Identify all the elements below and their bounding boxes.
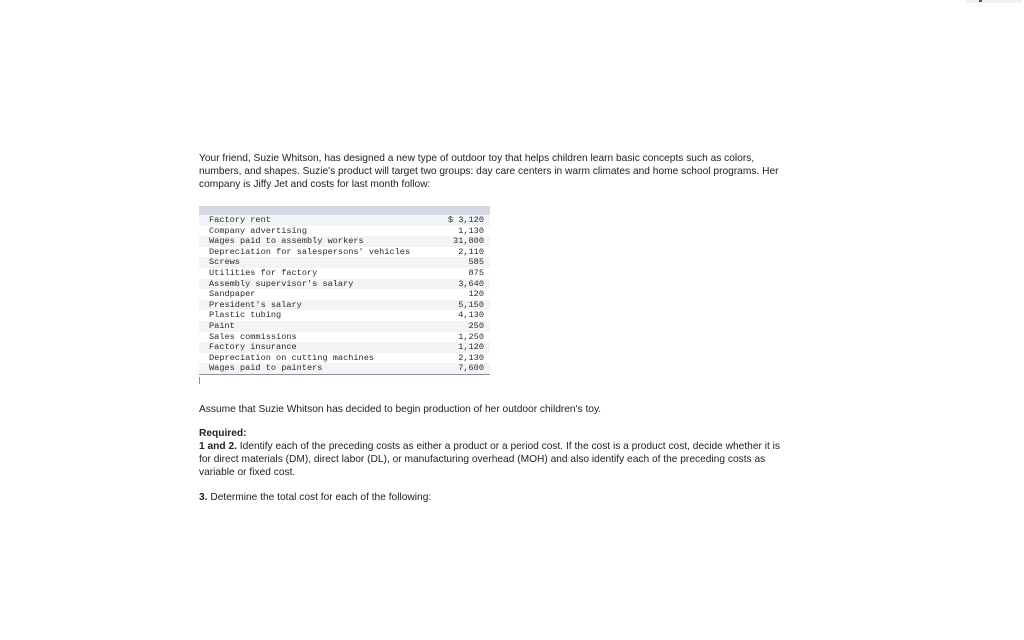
- cost-table-header-bar: [199, 206, 490, 215]
- cost-table-body: [199, 215, 490, 374]
- table-row: [199, 257, 490, 268]
- cost-table: [199, 206, 490, 381]
- scroll-thumb: [979, 0, 982, 2]
- cost-amount: 7,600: [442, 363, 490, 374]
- cost-item-label: Paint: [199, 321, 442, 332]
- cost-item-label: Company advertising: [199, 226, 442, 237]
- table-row: [199, 226, 490, 237]
- table-row: [199, 342, 490, 353]
- cost-amount: 120: [442, 289, 490, 300]
- cost-amount: $ 3,120: [442, 215, 490, 226]
- cost-item-label: Wages paid to assembly workers: [199, 236, 442, 247]
- table-row: [199, 268, 490, 279]
- cost-item-label: Screws: [199, 257, 442, 268]
- table-row: [199, 310, 490, 321]
- cost-amount: 250: [442, 321, 490, 332]
- cost-amount: 3,640: [442, 279, 490, 290]
- cost-amount: 585: [442, 257, 490, 268]
- cost-item-label: Factory rent: [199, 215, 442, 226]
- table-row: [199, 353, 490, 364]
- cost-item-label: President's salary: [199, 300, 442, 311]
- cost-amount: 1,120: [442, 342, 490, 353]
- cost-item-label: Plastic tubing: [199, 310, 442, 321]
- cost-amount: 2,130: [442, 353, 490, 364]
- cost-amount: 1,130: [442, 226, 490, 237]
- intro-paragraph: Your friend, Suzie Whitson, has designed a new type of outdoor toy that helps children learn basic concepts such as colors, numbers, and shapes. Suzie's product will target two groups: day care centers in warm climates and home school programs. Her company is Jiffy Jet and costs for last month follow:: [199, 153, 779, 190]
- scrollbar-indicator: [966, 0, 1022, 3]
- cost-item-label: Sales commissions: [199, 332, 442, 343]
- question-1-and-2: [199, 440, 791, 479]
- table-row: [199, 215, 490, 226]
- question-text: Determine the total cost for each of the following:: [210, 492, 432, 503]
- cost-item-label: Depreciation on cutting machines: [199, 353, 442, 364]
- cost-item-label: Wages paid to painters: [199, 363, 442, 374]
- cost-item-label: Assembly supervisor's salary: [199, 279, 442, 290]
- table-row: [199, 332, 490, 343]
- cost-item-label: Factory insurance: [199, 342, 442, 353]
- required-heading: Required:: [199, 428, 247, 439]
- cost-amount: 875: [442, 268, 490, 279]
- table-corner-tick: [199, 377, 200, 384]
- table-row: [199, 279, 490, 290]
- required-section: [199, 427, 791, 479]
- cost-amount: 31,800: [442, 236, 490, 247]
- table-row: [199, 363, 490, 374]
- cost-table-header: [199, 206, 490, 215]
- cost-item-label: Utilities for factory: [199, 268, 442, 279]
- cost-table-footer: [199, 374, 490, 381]
- cost-amount: 2,110: [442, 247, 490, 258]
- question-3: [199, 491, 789, 504]
- question-text: Identify each of the preceding costs as either a product or a period cost. If the cost is a product cost, decide whether it is for direct materials (DM), direct labor (DL), or manufacturing overhead (MOH) and also identify each of the preceding costs as variable or fixed cost.: [199, 441, 781, 478]
- table-row: [199, 247, 490, 258]
- cost-table-bottom-rule: [199, 374, 490, 381]
- cost-amount: 1,250: [442, 332, 490, 343]
- question-number: 3.: [199, 492, 208, 503]
- table-row: [199, 321, 490, 332]
- assumption-paragraph: Assume that Suzie Whitson has decided to begin production of her outdoor children's toy.: [199, 404, 602, 415]
- cost-amount: 4,130: [442, 310, 490, 321]
- table-row: [199, 236, 490, 247]
- table-row: [199, 300, 490, 311]
- cost-amount: 5,150: [442, 300, 490, 311]
- cost-item-label: Depreciation for salespersons' vehicles: [199, 247, 442, 258]
- table-row: [199, 289, 490, 300]
- question-number: 1 and 2.: [199, 441, 237, 452]
- cost-item-label: Sandpaper: [199, 289, 442, 300]
